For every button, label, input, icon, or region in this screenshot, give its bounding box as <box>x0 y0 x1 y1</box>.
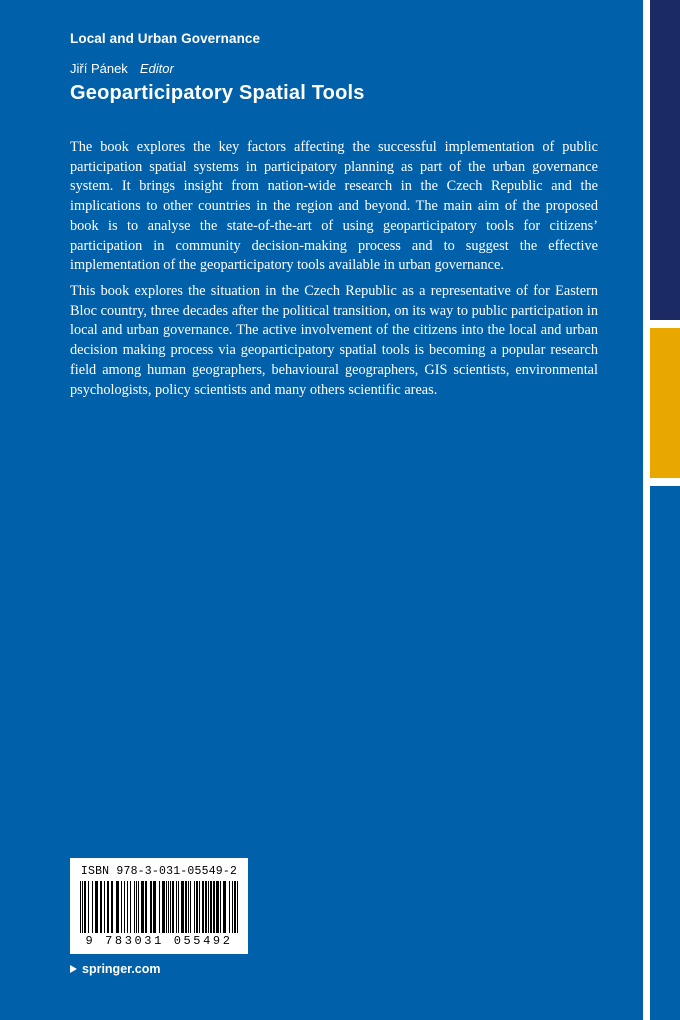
barcode-area <box>70 858 250 954</box>
editor-line <box>70 61 610 76</box>
book-title: Geoparticipatory Spatial Tools <box>70 82 365 104</box>
barcode-digits: 9 783031 055492 <box>85 934 233 948</box>
editor-role: Editor <box>139 61 174 76</box>
editor-name: Jiří Pánek <box>70 61 128 76</box>
triangle-icon <box>70 965 77 973</box>
barcode-bars <box>80 881 238 933</box>
publisher-logo <box>70 962 161 976</box>
spine-band-gap-lower <box>650 478 680 486</box>
series-title: Local and Urban Governance <box>70 31 261 46</box>
spine-divider <box>643 0 650 1020</box>
isbn-label: ISBN 978-3-031-05549-2 <box>80 865 238 878</box>
spine-band-gap-upper <box>650 320 680 328</box>
spine-band-navy <box>650 0 680 320</box>
publisher-name: springer.com <box>82 962 161 976</box>
spine-band-blue <box>650 486 680 1020</box>
barcode-box <box>70 858 248 954</box>
blurb-paragraph-2: This book explores the situation in the Czech Republic as a representative of for Eastern Bloc country, three decades after the political transition, on its way to public participation in local and urban governance. The active involvement of the citizens into the local and urban decision making process via geoparticipatory spatial tools is becoming a popular research field among human geographers, behavioural geographers, GIS scientists, environmental psychologists, policy scientists and many others scientific areas. <box>70 283 598 398</box>
blurb-paragraph-1: The book explores the key factors affecting the successful implementation of public participation spatial systems in participatory planning as part of the urban governance system. It brings insight from nation-wide research in the Czech Republic and the implications to other countries in the region and beyond. The main aim of the proposed book is to analyse the state-of-the-art of using geoparticipatory tools for citizens’ participation in community decision-making process and to suggest the effective implementation of the geoparticipatory tools available in urban governance. <box>70 139 598 274</box>
spine-color-bands <box>650 0 680 1020</box>
spine-band-gold <box>650 328 680 478</box>
